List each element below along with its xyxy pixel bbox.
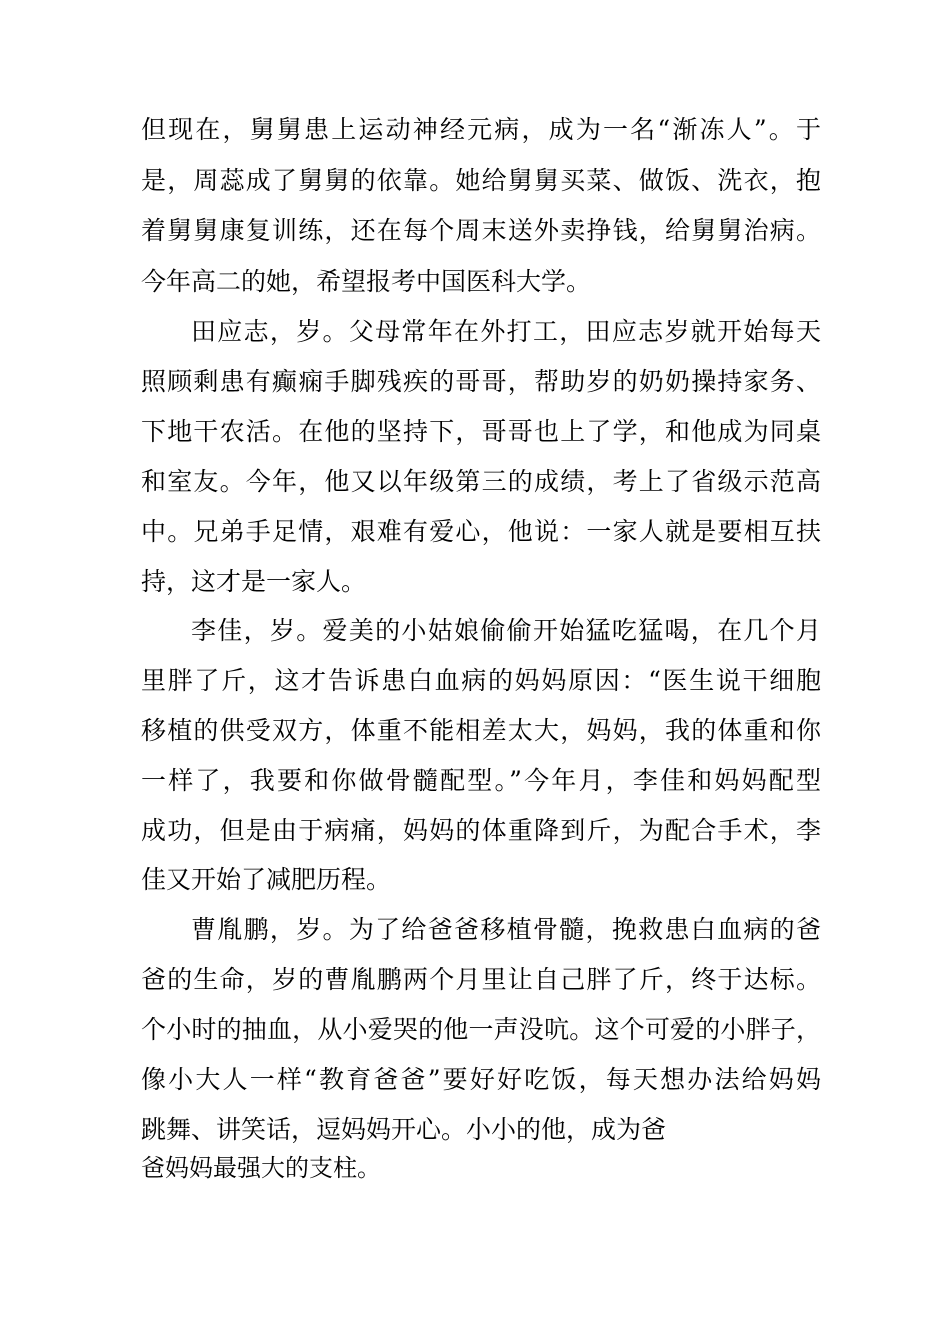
paragraph-first-line: 曹胤鹏，岁。为了给爸爸移植骨髓，挽救患白血病的爸 [191,915,821,944]
text-line: 爸的生命，岁的曹胤鹏两个月里让自己胖了斤，终于达标。 [141,965,821,994]
paragraph-first-line: 李佳，岁。爱美的小姑娘偷偷开始猛吃猛喝，在几个月 [191,616,821,645]
text-line: 个小时的抽血，从小爱哭的他一声没吭。这个可爱的小胖子， [141,1015,821,1044]
text-line: 着舅舅康复训练，还在每个周末送外卖挣钱，给舅舅治病。 [141,216,821,245]
text-line: 但现在，舅舅患上运动神经元病，成为一名“渐冻人”。于 [141,115,821,144]
text-line: 像小大人一样“教育爸爸”要好好吃饭，每天想办法给妈妈 [141,1065,821,1094]
text-line: 中。兄弟手足情，艰难有爱心，他说：一家人就是要相互扶 [141,517,821,546]
text-line: 一样了，我要和你做骨髓配型。”今年月，李佳和妈妈配型 [141,766,821,795]
text-line: 今年高二的她，希望报考中国医科大学。 [141,267,592,296]
text-line: 爸妈妈最强大的支柱。 [141,1154,381,1182]
text-line: 跳舞、讲笑话，逗妈妈开心。小小的他，成为爸 [141,1115,667,1144]
text-line: 是，周蕊成了舅舅的依靠。她给舅舅买菜、做饭、洗衣，抱 [141,166,821,195]
text-line: 成功，但是由于病痛，妈妈的体重降到斤，为配合手术，李 [141,816,821,845]
text-line: 照顾剩患有癫痫手脚残疾的哥哥，帮助岁的奶奶操持家务、 [141,367,821,396]
paragraph-first-line: 田应志，岁。父母常年在外打工，田应志岁就开始每天 [191,317,821,346]
text-line: 佳又开始了减肥历程。 [141,865,392,894]
text-line: 移植的供受双方，体重不能相差太大，妈妈，我的体重和你 [141,716,821,745]
text-line: 下地干农活。在他的坚持下，哥哥也上了学，和他成为同桌 [141,417,821,446]
text-line: 里胖了斤，这才告诉患白血病的妈妈原因：“医生说干细胞 [141,666,821,695]
text-line: 和室友。今年，他又以年级第三的成绩，考上了省级示范高 [141,467,821,496]
text-line: 持，这才是一家人。 [141,567,367,596]
